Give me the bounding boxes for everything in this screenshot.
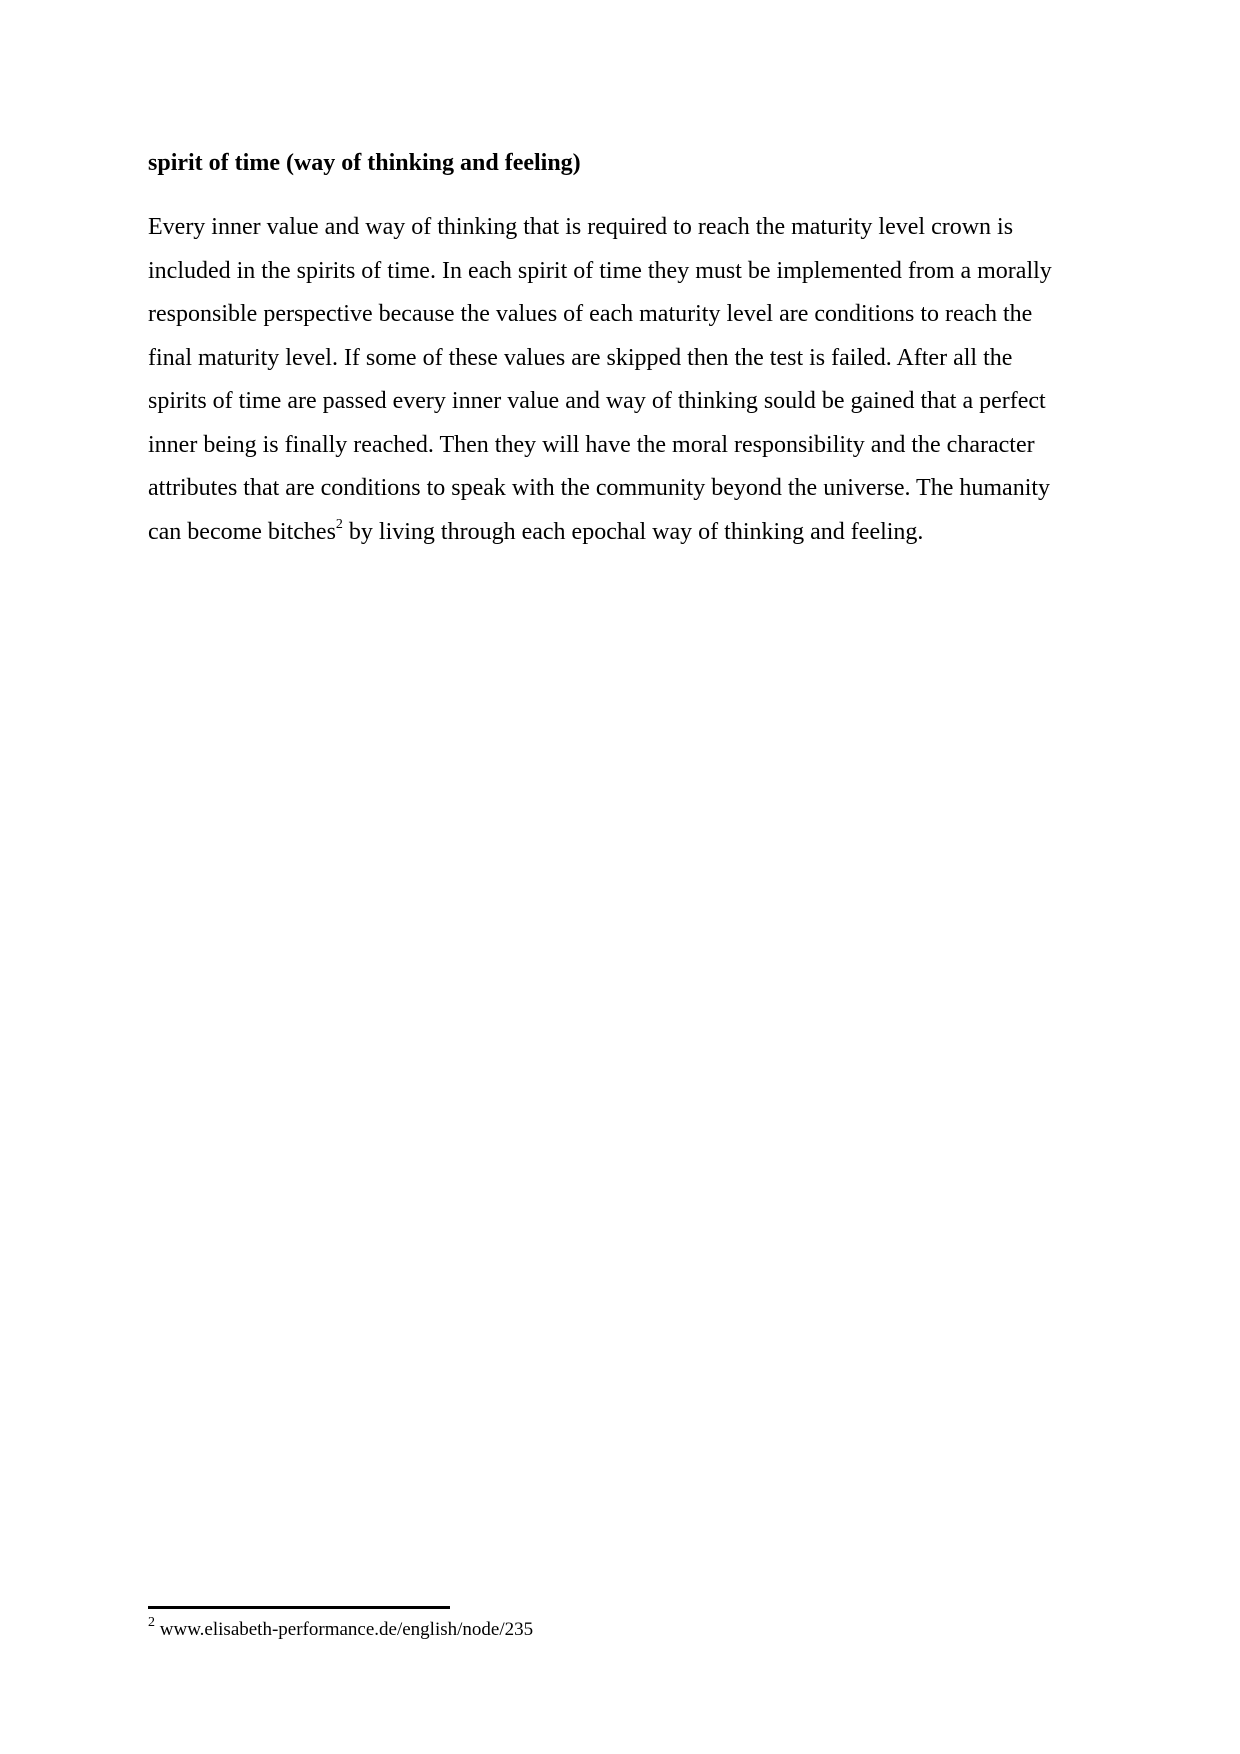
paragraph-line: final maturity level. If some of these values are skipped then the test is failed. After all the — [148, 344, 1013, 371]
section-heading: spirit of time (way of thinking and feeling) — [148, 150, 581, 176]
paragraph-line: spirits of time are passed every inner value and way of thinking sould be gained that a perfect — [148, 388, 1046, 414]
footnote-number: 2 — [148, 1614, 155, 1630]
paragraph-line: included in the spirits of time. In each spirit of time they must be implemented from a morally — [148, 257, 1052, 284]
footnote-text: www.elisabeth-performance.de/english/node/235 — [155, 1619, 534, 1640]
footnote-reference: 2 — [335, 516, 343, 532]
paragraph-line: attributes that are conditions to speak with the community beyond the universe. The humanity — [148, 475, 1051, 501]
paragraph-line: Every inner value and way of thinking that is required to reach the maturity level crown is — [148, 214, 1014, 240]
body-paragraph — [148, 206, 1108, 554]
paragraph-line: inner being is finally reached. Then they will have the moral responsibility and the character — [148, 431, 1035, 458]
footnote — [148, 1614, 534, 1642]
paragraph-last-line — [148, 511, 1108, 555]
paragraph-line: responsible perspective because the values of each maturity level are conditions to reach the — [148, 301, 1033, 327]
footnote-separator — [148, 1606, 450, 1609]
last-line-end: by living through each epochal way of thinking and feeling. — [342, 518, 924, 545]
last-line-start: can become bitches — [148, 518, 336, 545]
